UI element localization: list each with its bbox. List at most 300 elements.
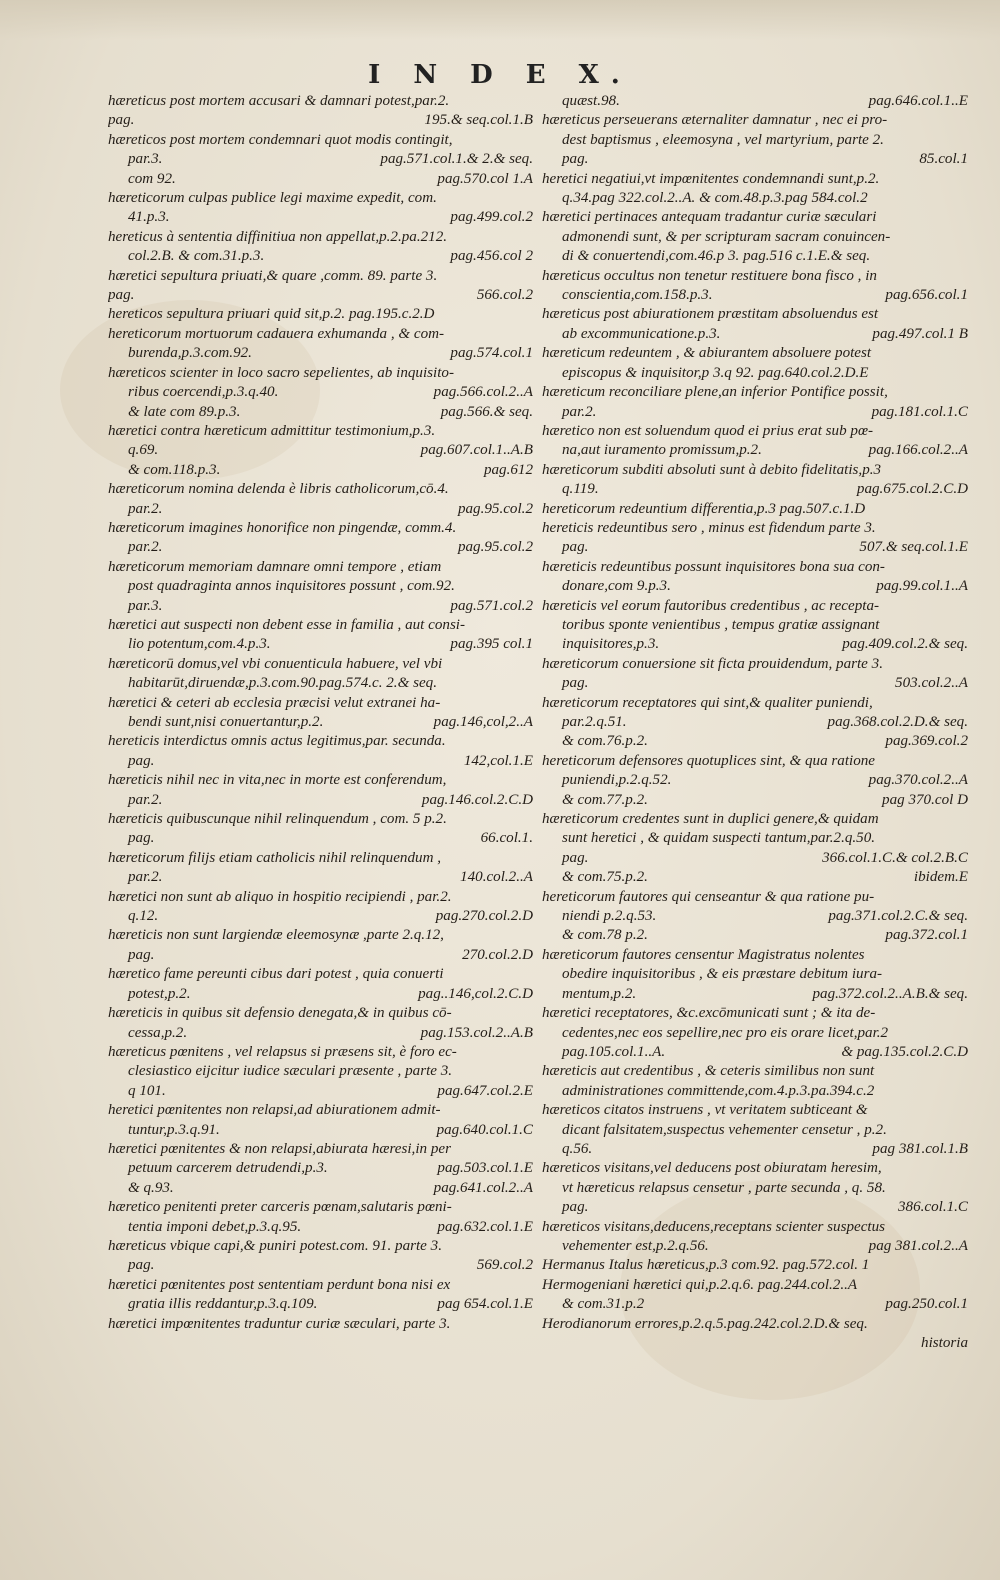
entry-reference-line [108,441,533,460]
entry-continuation: habitarūt,diruendæ,p.3.com.90.pag.574.c. 2.& seq. [128,675,437,692]
entry-reference-line [542,771,968,790]
index-entry [108,1101,533,1140]
entry-headline: hæreticorum receptatores qui sint,& qualiter puniendi, [542,694,873,711]
entry-headline: hæretici non sunt ab aliquo in hospitio recipiendi , par.2. [108,888,452,905]
entry-continuation: post quadraginta annos inquisitores possunt , com.92. [128,578,455,595]
entry-reference-label: niendi p.2.q.53. [562,908,657,925]
entry-page-reference: 569.col.2 [476,1257,533,1274]
entry-page-reference: pag.571.col.2 [450,597,533,614]
entry-headline: hæreticorū domus,vel vbi conuenticula habuere, vel vbi [108,655,443,672]
running-head: I N D E X. [368,60,632,90]
index-entry [542,461,968,500]
entry-continuation: cedentes,nec eos sepellire,nec pro eis orare licet,par.2 [562,1024,889,1041]
entry-reference-line [108,946,533,965]
entry-reference-line [542,868,968,887]
entry-reference-label: gratia illis reddantur,p.3.q.109. [128,1296,318,1313]
entry-page-reference: pag.566.col.2..A [433,384,533,401]
entry-reference-label: petuum carcerem detrudendi,p.3. [128,1160,328,1177]
entry-reference-line [542,674,968,693]
entry-reference-line [542,325,968,344]
entry-page-reference: 270.col.2.D [462,946,533,963]
entry-reference-line [108,1295,533,1314]
entry-page-reference: pag.570.col 1.A [437,170,533,187]
entry-reference-label: q.12. [128,908,159,925]
entry-reference-line [108,868,533,887]
entry-reference-label: pag. [562,675,589,692]
entry-headline: hæreticus post mortem accusari & damnari potest,par.2. [108,93,450,109]
entry-reference-label: q 101. [128,1082,166,1099]
entry-reference-line [542,985,968,1004]
entry-reference-line [108,170,533,189]
index-entry [108,1004,533,1043]
entry-reference-label: pag. [562,151,589,168]
entry-headline: hæreticos citatos instruens , vt veritatem subticeant & [542,1102,868,1119]
entry-headline: hæreticorum culpas publice legi maxime expedit, com. [108,190,437,207]
entry-reference-line [108,1218,533,1237]
entry-page-reference: pag.395 col.1 [450,636,533,653]
index-entry [542,305,968,344]
entry-reference-label: pag. [128,830,155,847]
entry-continuation: obedire inquisitoribus , & eis præstare debitum iura- [562,966,883,983]
entry-page-reference: pag 654.col.1.E [437,1296,533,1313]
entry-headline: hæreticum reconciliare plene,an inferior Pontifice possit, [542,384,888,401]
entry-page-reference: pag.571.col.1.& 2.& seq. [380,151,533,168]
index-entry [108,228,533,267]
index-entry [108,189,533,228]
entry-continuation: toribus sponte venientibus , tempus gratiæ assignant [562,616,880,633]
index-entry [542,655,968,694]
entry-page-reference: 142,col.1.E [463,752,533,769]
entry-continuation: dest baptismus , eleemosyna , vel martyrium, parte 2. [562,131,884,148]
entry-headline: hæreticis nihil nec in vita,nec in morte est conferendum, [108,772,447,789]
entry-headline: hæreticis non sunt largiendæ eleemosynæ ,parte 2.q.12, [108,927,444,944]
entry-headline: hereticis redeuntibus sero , minus est fidendum parte 3. [542,519,876,536]
entry-page-reference: pag.656.col.1 [885,287,968,304]
index-entry [542,422,968,461]
index-entry [108,1237,533,1276]
entry-reference-line [542,92,968,111]
entry-page-reference: pag.372.col.2..A.B.& seq. [812,985,968,1002]
entry-reference-label: ab excommunicatione.p.3. [562,325,721,342]
entry-reference-label: pag. [108,112,135,129]
entry-reference-label: & com.77.p.2. [562,791,648,808]
entry-reference-line [542,480,968,499]
index-column-left [108,92,533,1334]
entry-headline: hæreticis vel eorum fautoribus credentibus , ac recepta- [542,597,880,614]
index-column-right [542,92,968,1353]
entry-reference-line [108,1159,533,1178]
entry-headline: hæreticum redeuntem , & abiurantem absoluere potest [542,345,872,362]
entry-page-reference: pag.370.col.2..A [868,772,968,789]
entry-headline: Hermanus Italus hæreticus,p.3 com.92. pag.572.col. 1 [542,1257,870,1274]
entry-reference-line [542,1043,968,1062]
entry-page-reference: pag 381.col.2..A [868,1237,968,1254]
entry-reference-label: donare,com 9.p.3. [562,578,671,595]
entry-page-reference: pag.503.col.1.E [437,1160,533,1177]
index-entry [108,422,533,480]
entry-reference-label: inquisitores,p.3. [562,636,660,653]
entry-reference-line [108,403,533,422]
index-entry [542,946,968,1004]
entry-headline: hæreticorum fautores censentur Magistratus nolentes [542,946,865,963]
entry-reference-label: par.3. [128,597,163,614]
entry-continuation: q.34.pag 322.col.2..A. & com.48.p.3.pag 584.col.2 [562,190,868,207]
index-entry [542,752,968,810]
entry-headline: hæreticus pœnitens , vel relapsus si præsens sit, è foro ec- [108,1043,457,1060]
entry-headline: Herodianorum errores,p.2.q.5.pag.242.col.2.D.& seq. [542,1315,868,1332]
entry-headline: hæretici receptatores, &c.excōmunicati sunt ; & ita de- [542,1005,876,1022]
index-entry [108,1140,533,1198]
entry-headline: hæreticos visitans,deducens,receptans scienter suspectus [542,1218,886,1235]
entry-reference-line [108,713,533,732]
entry-headline: hæretici sepultura priuati,& quare ,comm. 89. parte 3. [108,267,438,284]
entry-headline: hæreticorum conuersione sit ficta prouidendum, parte 3. [542,655,883,672]
index-entry [542,558,968,597]
entry-headline: hæretico non est soluendum quod ei prius erat sub pœ- [542,422,874,439]
entry-reference-label: potest,p.2. [128,985,191,1002]
entry-headline: hæretici impœnitentes traduntur curiæ sæculari, parte 3. [108,1315,451,1332]
entry-reference-line [542,849,968,868]
entry-reference-line [108,286,533,305]
index-entry [108,655,533,694]
entry-headline: hæretici contra hæreticum admittitur testimonium,p.3. [108,422,436,439]
entry-page-reference: pag.95.col.2 [457,539,533,556]
entry-reference-label: & com.118.p.3. [128,461,221,478]
entry-reference-line [542,577,968,596]
entry-reference-label: q.119. [562,481,599,498]
index-entry [108,694,533,733]
entry-reference-label: par.2. [128,500,163,517]
entry-page-reference: 366.col.1.C.& col.2.B.C [822,849,968,866]
entry-reference-label: tuntur,p.3.q.91. [128,1121,220,1138]
entry-reference-label: par.2. [562,403,597,420]
entry-reference-label: par.2. [128,869,163,886]
entry-page-reference: pag.250.col.1 [885,1296,968,1313]
index-entry [542,888,968,946]
index-entry [542,208,968,266]
index-entry [542,267,968,306]
entry-page-reference: pag..146,col.2.C.D [418,985,533,1002]
entry-reference-label: par.2. [128,791,163,808]
index-entry [108,1198,533,1237]
entry-reference-label: & com.31.p.2 [562,1296,645,1313]
entry-headline: hæretici pœnitentes & non relapsi,abiurata hæresi,in per [108,1140,451,1157]
entry-reference-line [542,1295,968,1314]
entry-headline: hereticus à sententia diffinitiua non appellat,p.2.pa.212. [108,228,448,245]
entry-reference-line [542,150,968,169]
entry-reference-label: & late com 89.p.3. [128,403,241,420]
entry-reference-label: lio potentum,com.4.p.3. [128,636,271,653]
entry-page-reference: historia [921,1335,968,1351]
entry-page-reference: pag.369.col.2 [885,733,968,750]
entry-page-reference: pag 370.col D [882,791,968,808]
entry-continuation: di & conuertendi,com.46.p 3. pag.516 c.1.E.& seq. [562,248,871,265]
index-entry [108,849,533,888]
entry-reference-label: pag. [128,946,155,963]
entry-reference-line [108,344,533,363]
entry-page-reference: pag.181.col.1.C [871,403,968,420]
entry-page-reference: pag.675.col.2.C.D [856,481,968,498]
index-entry [108,926,533,965]
entry-reference-line [108,1024,533,1043]
entry-reference-label: na,aut iuramento promissum,p.2. [562,442,762,459]
entry-reference-label: tentia imponi debet,p.3.q.95. [128,1218,302,1235]
entry-reference-label: conscientia,com.158.p.3. [562,287,713,304]
entry-headline: hæreticus perseuerans æternaliter damnatur , nec ei pro- [542,112,888,129]
entry-headline: hereticos sepultura priuari quid sit,p.2. pag.195.c.2.D [108,306,435,323]
index-entry [542,597,968,655]
index-entry [108,888,533,927]
index-entry [108,364,533,422]
entry-reference-line [108,461,533,480]
entry-page-reference: 386.col.1.C [897,1199,968,1216]
entry-reference-line [542,907,968,926]
entry-page-reference: pag.146,col,2..A [433,714,533,730]
entry-headline: hæreticis quibuscunque nihil relinquendum , com. 5 p.2. [108,811,447,828]
entry-page-reference: pag 381.col.1.B [872,1140,968,1157]
index-entry [542,519,968,558]
index-entry [108,1276,533,1315]
entry-reference-line [108,1082,533,1101]
index-entry [542,810,968,888]
entry-reference-label: pag. [562,849,589,866]
index-entry [108,1043,533,1101]
entry-reference-line [542,732,968,751]
index-entry [108,616,533,655]
entry-headline: hæreticorum credentes sunt in duplici genere,& quidam [542,811,879,828]
entry-headline: hæreticorum imagines honorifice non pingendæ, comm.4. [108,519,457,536]
entry-page-reference: 195.& seq.col.1.B [424,112,533,129]
entry-reference-line [542,791,968,810]
index-entry [108,92,533,131]
entry-page-reference: & pag.135.col.2.C.D [841,1043,968,1060]
entry-reference-label: burenda,p.3.com.92. [128,345,252,362]
entry-page-reference: pag.647.col.2.E [437,1082,533,1099]
index-entry [108,965,533,1004]
entry-headline: hereticis interdictus omnis actus legitimus,par. secunda. [108,733,446,750]
entry-page-reference: 66.col.1. [480,830,533,847]
index-entry [542,92,968,111]
entry-headline: hæreticus occultus non tenetur restituere bona fisco , in [542,267,877,284]
index-entry [108,131,533,189]
index-entry [108,732,533,771]
entry-reference-line [542,635,968,654]
entry-reference-line [108,829,533,848]
entry-headline: hereticorum redeuntium differentia,p.3 pag.507.c.1.D [542,500,866,517]
entry-page-reference: 507.& seq.col.1.E [859,539,968,556]
entry-page-reference: pag.456.col 2 [450,248,533,265]
entry-headline: heretici negatiui,vt impœnitentes condemnandi sunt,p.2. [542,170,880,187]
entry-page-reference: 503.col.2..A [895,675,968,692]
entry-continuation: dicant falsitatem,suspectus vehementer censetur , p.2. [562,1121,887,1138]
entry-reference-label: quæst.98. [562,93,620,109]
entry-headline: hæreticos visitans,vel deducens post obiuratam heresim, [542,1160,882,1177]
index-entry [108,810,533,849]
entry-continuation: episcopus & inquisitor,p 3.q 92. pag.640.col.2.D.E [562,364,869,381]
entry-page-reference: pag.612 [483,461,533,478]
entry-reference-label: pag. [128,1257,155,1274]
index-entry [542,383,968,422]
entry-reference-line [108,1256,533,1275]
entry-headline: hæreticis in quibus sit defensio denegata,& in quibus cō- [108,1005,452,1022]
entry-page-reference: pag.646.col.1..E [868,93,968,109]
entry-reference-line [542,1237,968,1256]
index-entry [542,1256,968,1275]
index-entry [542,1159,968,1217]
index-entry [542,1315,968,1354]
index-entry [542,170,968,209]
entry-reference-label: par.2.q.51. [562,714,627,730]
index-entry [108,267,533,306]
entry-headline: hæreticis aut credentibus , & ceteris similibus non sunt [542,1063,875,1080]
index-entry [542,1062,968,1101]
entry-continuation: clesiastico eijcitur iudice sæculari præsente , parte 3. [128,1063,453,1080]
entry-reference-line [542,403,968,422]
entry-reference-label: 41.p.3. [128,209,170,226]
entry-reference-line [108,111,533,130]
entry-page-reference: ibidem.E [913,869,968,886]
entry-headline: heretici pœnitentes non relapsi,ad abiurationem admit- [108,1102,441,1119]
entry-reference-line [108,1121,533,1140]
entry-page-reference: 566.col.2 [476,287,533,304]
entry-reference-line [542,926,968,945]
entry-headline: hæreticorum subditi absoluti sunt à debito fidelitatis,p.3 [542,461,882,478]
index-entry [542,1101,968,1159]
index-entry [542,694,968,752]
entry-headline: hæretici pœnitentes post sententiam perdunt bona nisi ex [108,1276,451,1293]
entry-reference-label: par.3. [128,151,163,168]
entry-reference-line [542,1140,968,1159]
entry-reference-label: pag. [108,287,135,304]
index-entry [108,305,533,324]
entry-reference-line [542,713,968,732]
entry-continuation: admonendi sunt, & per scripturam sacram conuincen- [562,228,891,245]
entry-reference-label: pag.105.col.1..A. [562,1043,666,1060]
entry-reference-label: vehementer est,p.2.q.56. [562,1237,709,1254]
entry-page-reference: pag.95.col.2 [457,500,533,517]
entry-page-reference: pag.566.& seq. [440,403,533,420]
entry-headline: hæretici pertinaces antequam tradantur curiæ sæculari [542,209,877,226]
entry-headline: hæreticus vbique capi,& puniri potest.com. 91. parte 3. [108,1237,442,1254]
entry-page-reference: pag.497.col.1 B [872,325,968,342]
index-entry [542,111,968,169]
entry-headline: hæreticorum filijs etiam catholicis nihil relinquendum , [108,849,442,866]
entry-headline: hæreticis redeuntibus possunt inquisitores bona sua con- [542,558,885,575]
entry-continuation: vt hæreticus relapsus censetur , parte secunda , q. 58. [562,1179,886,1196]
entry-reference-line [108,208,533,227]
entry-continuation: sunt heretici , & quidam suspecti tantum,par.2.q.50. [562,830,876,847]
entry-reference-line [108,597,533,616]
entry-reference-line [542,286,968,305]
index-entry [542,1276,968,1315]
entry-page-reference: pag.607.col.1..A.B [420,442,533,459]
entry-reference-label: pag. [562,539,589,556]
entry-reference-line [542,441,968,460]
page-top-edge [0,0,1000,40]
entry-reference-label: puniendi,p.2.q.52. [562,772,672,789]
entry-page-reference: 140.col.2..A [460,869,533,886]
entry-page-reference: pag.166.col.2..A [868,442,968,459]
entry-reference-line [108,150,533,169]
entry-reference-line [108,635,533,654]
entry-reference-line [108,1179,533,1198]
entry-reference-label: par.2. [128,539,163,556]
entry-reference-line [108,383,533,402]
entry-reference-label: q.69. [128,442,159,459]
entry-page-reference: 85.col.1 [919,151,968,168]
entry-headline: hæretico penitenti preter carceris pœnam,salutaris pœni- [108,1199,452,1216]
entry-page-reference: pag.99.col.1..A [876,578,968,595]
entry-reference-label: cessa,p.2. [128,1024,188,1041]
entry-headline: hæreticorum nomina delenda è libris catholicorum,cō.4. [108,481,449,498]
index-entry [542,344,968,383]
entry-page-reference: pag.371.col.2.C.& seq. [828,908,968,925]
entry-headline: hereticorum mortuorum cadauera exhumanda , & com- [108,325,445,342]
entry-reference-label: q.56. [562,1140,593,1157]
entry-headline: hæretici & ceteri ab ecclesia præcisi velut extranei ha- [108,694,441,711]
entry-reference-line [108,985,533,1004]
index-entry [108,1315,533,1334]
entry-reference-line [108,752,533,771]
entry-reference-label: & q.93. [128,1179,174,1196]
entry-reference-line [108,247,533,266]
entry-reference-label: pag. [128,752,155,769]
entry-headline: hæretici aut suspecti non debent esse in familia , aut consi- [108,616,466,633]
entry-reference-label: bendi sunt,nisi conuertantur,p.2. [128,714,324,730]
entry-reference-label: pag. [562,1199,589,1216]
index-entry [542,1004,968,1062]
entry-page-reference: pag.640.col.1.C [436,1121,533,1138]
entry-reference-line [108,538,533,557]
entry-headline: hereticorum fautores qui censeantur & qua ratione pu- [542,888,875,905]
entry-reference-line [108,500,533,519]
entry-headline: hereticorum defensores quotuplices sint, & qua ratione [542,752,875,769]
index-entry [108,325,533,364]
entry-page-reference: pag.146.col.2.C.D [421,791,533,808]
entry-headline: hæreticos scienter in loco sacro sepelientes, ab inquisito- [108,364,454,381]
entry-headline: hæretico fame pereunti cibus dari potest , quia conuerti [108,966,444,983]
entry-page-reference: pag.372.col.1 [885,927,968,944]
entry-headline: Hermogeniani hæretici qui,p.2.q.6. pag.244.col.2..A [542,1276,858,1293]
entry-reference-label: & com.78 p.2. [562,927,648,944]
index-entry [542,500,968,519]
index-entry [108,480,533,519]
index-entry [542,1218,968,1257]
entry-reference-label: mentum,p.2. [562,985,637,1002]
entry-headline: hæreticos post mortem condemnari quot modis contingit, [108,131,453,148]
entry-reference-label: & com.75.p.2. [562,869,648,886]
index-entry [108,519,533,558]
entry-reference-line [108,791,533,810]
entry-headline: hæreticorum memoriam damnare omni tempore , etiam [108,558,442,575]
entry-reference-line [542,1334,968,1353]
index-entry [108,771,533,810]
entry-page-reference: pag.641.col.2..A [433,1179,533,1196]
entry-page-reference: pag.499.col.2 [450,209,533,226]
entry-headline: hæreticus post abiurationem præstitam absoluendus est [542,306,879,323]
entry-reference-label: & com.76.p.2. [562,733,648,750]
entry-reference-label: ribus coercendi,p.3.q.40. [128,384,279,401]
entry-reference-line [108,907,533,926]
entry-reference-label: col.2.B. & com.31.p.3. [128,248,265,265]
entry-page-reference: pag.632.col.1.E [437,1218,533,1235]
entry-page-reference: pag.574.col.1 [450,345,533,362]
entry-reference-line [542,1198,968,1217]
entry-page-reference: pag.368.col.2.D.& seq. [827,714,968,730]
entry-continuation: administrationes committende,com.4.p.3.pa.394.c.2 [562,1082,875,1099]
entry-reference-line [542,538,968,557]
entry-page-reference: pag.153.col.2..A.B [420,1024,533,1041]
